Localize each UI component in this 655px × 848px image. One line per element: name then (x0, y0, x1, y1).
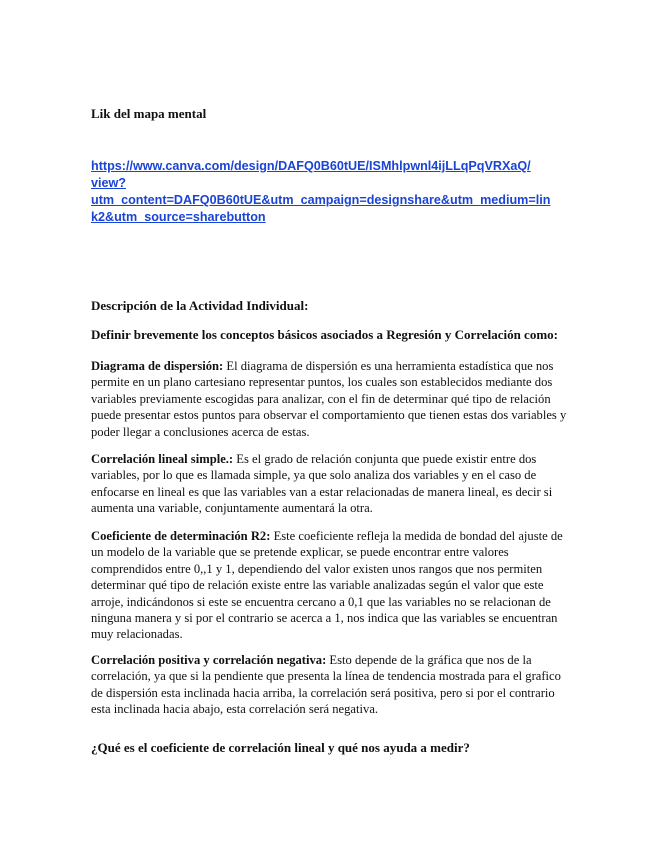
concept-term: Coeficiente de determinación R2: (91, 529, 271, 543)
link-line-2[interactable]: view? (91, 176, 126, 190)
link-title: Lik del mapa mental (91, 106, 207, 121)
define-heading: Definir brevemente los conceptos básicos asociados a Regresión y Correlación como: (91, 327, 558, 342)
concept-term: Correlación positiva y correlación negativa: (91, 653, 327, 667)
concept-term: Diagrama de dispersión: (91, 359, 224, 373)
concept-text: Este coeficiente refleja la medida de bondad del ajuste de un modelo de la variable que se pretende explicar, se puede encontrar entre valores comprendidos entre 0,,1 y 1, dependiendo del valor existen unos rangos que nos permiten determinar qué tipo de relación existe entre las variable analizadas según el valor que este arroje, indicándonos si este se encuentra cercano a 0,1 que las variables no se relacionan de ninguna manera y si por el contrario se acerca a 1, nos indica que las variables se encuentran muy relacionadas. (91, 529, 563, 642)
concept-positive-negative-correlation (91, 652, 571, 718)
concept-text: El diagrama de dispersión es una herramienta estadística que nos permite en un plano cartesiano representar puntos, los cuales son establecidos mediante dos variables previamente escogidas para analizar, con el fin de determinar qué tipo de relación puede presentar estos puntos para observar el comportamiento que tienen estas dos variables y poder llegar a conclusiones acerca de estas. (91, 359, 567, 439)
link-line-1[interactable]: https://www.canva.com/design/DAFQ0B60tUE/ISMhlpwnl4ijLLqPqVRXaQ/ (91, 159, 531, 173)
concept-text: Es el grado de relación conjunta que puede existir entre dos variables, por lo que es llamada simple, ya que solo analiza dos variables y en el caso de enfocarse en lineal es que las variables van a estar relacionadas de manera lineal, es decir si aumenta una variable, conjuntamente aumentará la otra. (91, 452, 553, 516)
concept-text: Esto depende de la gráfica que nos de la correlación, ya que si la pendiente que presenta la línea de tendencia mostrada para el grafico de dispersión esta inclinada hacia arriba, la correlación será positiva, pero si por el contrario esta inclinada hacia abajo, esta correlación será negativa. (91, 653, 561, 717)
link-line-4[interactable]: k2&utm_source=sharebutton (91, 210, 266, 224)
concept-determination-coefficient (91, 528, 571, 643)
canva-link[interactable] (91, 158, 571, 226)
concept-term: Correlación lineal simple.: (91, 452, 234, 466)
question-heading: ¿Qué es el coeficiente de correlación lineal y qué nos ayuda a medir? (91, 740, 470, 755)
concept-simple-correlation (91, 451, 571, 517)
concept-scatter-diagram (91, 358, 571, 440)
activity-heading: Descripción de la Actividad Individual: (91, 298, 309, 313)
link-line-3[interactable]: utm_content=DAFQ0B60tUE&utm_campaign=designshare&utm_medium=lin (91, 193, 551, 207)
